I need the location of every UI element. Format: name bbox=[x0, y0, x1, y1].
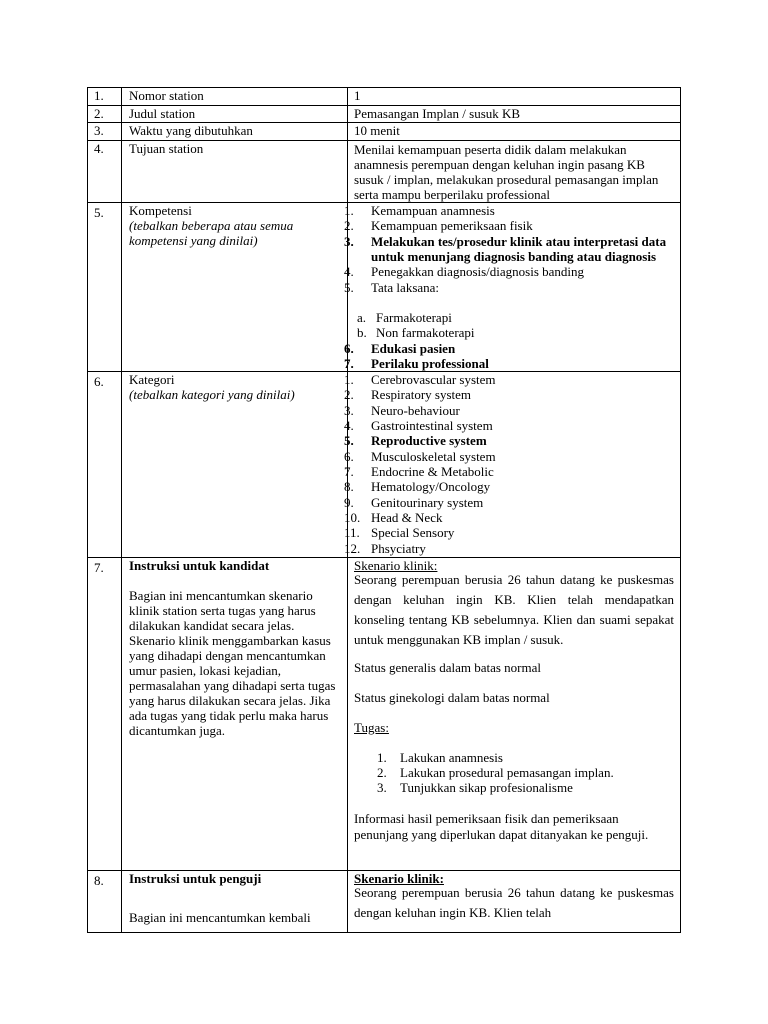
scenario-text: Seorang perempuan berusia 26 tahun datang ke puskesmas dengan keluhan ingin KB. Klien telah mendapatkan konseling tentang KB sebelumnya. Klien dan suami sepakat untuk menggunakan KB implan / susuk. bbox=[354, 572, 674, 647]
row-kategori bbox=[87, 371, 681, 557]
row-label: Waktu yang dibutuhkan bbox=[129, 123, 253, 138]
kategori-label: Kategori bbox=[129, 372, 175, 387]
row-number: 5. bbox=[94, 205, 104, 220]
scenario-title: Skenario klinik: bbox=[354, 558, 438, 573]
penguji-scenario-title: Skenario klinik: bbox=[354, 871, 444, 886]
penguji-label: Instruksi untuk penguji bbox=[129, 871, 262, 886]
tugas-list bbox=[354, 750, 674, 795]
list-item: 6. Edukasi pasien bbox=[344, 341, 456, 356]
list-item: 5. Reproductive system bbox=[344, 433, 487, 449]
row-number: 7. bbox=[94, 560, 104, 575]
row-instruksi-penguji bbox=[87, 870, 681, 933]
list-item: 2. Respiratory system bbox=[344, 387, 472, 403]
row-number: 1. bbox=[94, 88, 104, 103]
row-judul-station bbox=[87, 105, 681, 122]
row-number: 2. bbox=[94, 106, 104, 121]
row-kompetensi bbox=[87, 202, 681, 371]
list-item: 11. Special Sensory bbox=[344, 525, 455, 541]
row-number: 8. bbox=[94, 873, 104, 888]
kompetensi-note: (tebalkan beberapa atau semua kompetensi yang dinilai) bbox=[129, 218, 294, 248]
row-value: Menilai kemampuan peserta didik dalam melakukan anamnesis perempuan dengan keluhan ingin pasang KB susuk / implan, melakukan prosedural pemasangan implan serta mampu berperilaku professional bbox=[354, 142, 659, 202]
list-item: 1. Lakukan anamnesis bbox=[377, 750, 503, 765]
list-item: 1. Cerebrovascular system bbox=[344, 372, 496, 387]
kandidat-label: Instruksi untuk kandidat bbox=[129, 558, 270, 573]
row-label: Tujuan station bbox=[129, 141, 204, 156]
status-ginekologi: Status ginekologi dalam batas normal bbox=[354, 690, 550, 705]
list-item: 1. Kemampuan anamnesis bbox=[344, 203, 495, 218]
list-item: 3. Tunjukkan sikap profesionalisme bbox=[377, 780, 573, 795]
list-item: 8. Hematology/Oncology bbox=[344, 479, 491, 495]
list-item: a. Farmakoterapi bbox=[357, 310, 452, 325]
kompetensi-list-tail bbox=[344, 341, 674, 372]
list-item: 9. Genitourinary system bbox=[344, 494, 484, 510]
kompetensi-label: Kompetensi bbox=[129, 203, 192, 218]
row-tujuan-station bbox=[87, 140, 681, 202]
list-item: 4. Gastrointestinal system bbox=[344, 418, 493, 434]
row-waktu bbox=[87, 122, 681, 140]
row-nomor-station bbox=[87, 87, 681, 105]
info-text: Informasi hasil pemeriksaan fisik dan pemeriksaan penunjang yang diperlukan dapat ditanyakan ke penguji. bbox=[354, 811, 649, 842]
list-item: b. Non farmakoterapi bbox=[357, 325, 475, 341]
list-item: 12. Phsyciatry bbox=[344, 540, 426, 556]
status-generalis: Status generalis dalam batas normal bbox=[354, 660, 542, 675]
list-item: 7. Perilaku professional bbox=[344, 356, 489, 372]
row-label: Nomor station bbox=[129, 88, 204, 103]
kategori-list bbox=[344, 372, 674, 556]
list-item: 7. Endocrine & Metabolic bbox=[344, 464, 494, 480]
list-item: 2. Lakukan prosedural pemasangan implan. bbox=[377, 765, 614, 780]
row-number: 6. bbox=[94, 374, 104, 389]
kompetensi-sublist bbox=[347, 310, 674, 341]
row-value: 10 menit bbox=[354, 123, 400, 138]
row-value: 1 bbox=[354, 88, 361, 103]
list-item: 5. Tata laksana: bbox=[344, 279, 440, 295]
list-item: 3. Neuro-behaviour bbox=[344, 402, 460, 418]
list-item: 4. Penegakkan diagnosis/diagnosis banding bbox=[344, 264, 585, 280]
row-number: 4. bbox=[94, 141, 104, 156]
penguji-description: Bagian ini mencantumkan kembali bbox=[129, 910, 311, 925]
row-instruksi-kandidat bbox=[87, 557, 681, 870]
list-item: 10. Head & Neck bbox=[344, 510, 443, 526]
kategori-note: (tebalkan kategori yang dinilai) bbox=[129, 387, 295, 402]
tugas-title: Tugas: bbox=[354, 720, 389, 735]
row-value: Pemasangan Implan / susuk KB bbox=[354, 106, 521, 121]
row-label: Judul station bbox=[129, 106, 196, 121]
kompetensi-list bbox=[344, 203, 674, 295]
list-item: 6. Musculoskeletal system bbox=[344, 448, 496, 464]
list-item: 2. Kemampuan pemeriksaan fisik bbox=[344, 218, 533, 234]
row-number: 3. bbox=[94, 123, 104, 138]
kandidat-description: Bagian ini mencantumkan skenario klinik station serta tugas yang harus dilakukan kandidat secara jelas. Skenario klinik menggambarkan kasus yang dihadapi dengan mencantumkan umur pasien, lokasi kejadian, permasalahan yang dihadapi serta tugas yang harus dilakukan secara jelas. Jika ada tugas yang tidak perlu maka harus dicantumkan juga. bbox=[129, 588, 336, 738]
penguji-scenario-text: Seorang perempuan berusia 26 tahun datang ke puskesmas dengan keluhan ingin KB. Klien telah bbox=[354, 885, 674, 920]
list-item: 3. Melakukan tes/prosedur klinik atau interpretasi data untuk menunjang diagnosis banding atau diagnosis bbox=[344, 233, 667, 265]
